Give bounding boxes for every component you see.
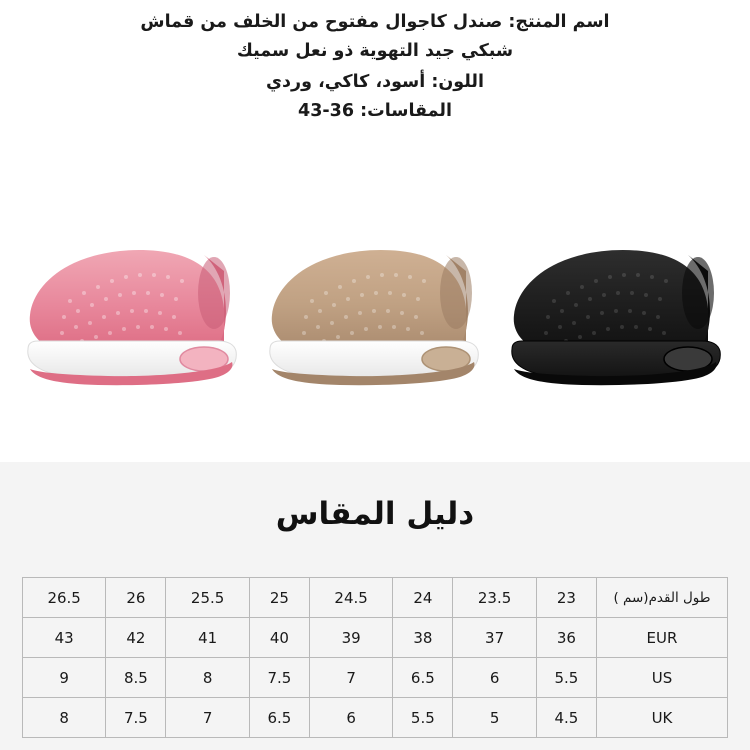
size-guide-table bbox=[22, 577, 728, 738]
cell-eur-3: 40 bbox=[249, 618, 309, 658]
product-image-pink bbox=[18, 231, 248, 391]
cell-foot-length-1: 26 bbox=[106, 578, 166, 618]
black-shoe-illustration bbox=[502, 231, 732, 391]
cell-uk-2: 7 bbox=[166, 698, 249, 738]
cell-uk-7: 4.5 bbox=[536, 698, 596, 738]
cell-us-6: 6 bbox=[453, 658, 536, 698]
cell-uk-0: 8 bbox=[23, 698, 106, 738]
cell-us-1: 8.5 bbox=[106, 658, 166, 698]
cell-uk-4: 6 bbox=[309, 698, 392, 738]
cell-us-4: 7 bbox=[309, 658, 392, 698]
cell-eur-2: 41 bbox=[166, 618, 249, 658]
cell-foot-length-7: 23 bbox=[536, 578, 596, 618]
cell-us-7: 5.5 bbox=[536, 658, 596, 698]
product-description bbox=[0, 0, 750, 126]
description-line-3: اللون: أسود، كاكي، وردي bbox=[266, 72, 484, 92]
table-row bbox=[23, 578, 728, 618]
description-line-2: شبكي جيد التهوية ذو نعل سميك bbox=[236, 41, 514, 61]
cell-foot-length-3: 25 bbox=[249, 578, 309, 618]
cell-us-2: 8 bbox=[166, 658, 249, 698]
khaki-shoe-illustration bbox=[260, 231, 490, 391]
cell-eur-1: 42 bbox=[106, 618, 166, 658]
table-row bbox=[23, 698, 728, 738]
cell-foot-length-6: 23.5 bbox=[453, 578, 536, 618]
cell-foot-length-0: 26.5 bbox=[23, 578, 106, 618]
cell-uk-3: 6.5 bbox=[249, 698, 309, 738]
product-image-black bbox=[502, 231, 732, 391]
product-image-khaki bbox=[260, 231, 490, 391]
description-line-1: اسم المنتج: صندل كاجوال مفتوح من الخلف من قماش bbox=[140, 12, 610, 32]
cell-eur-5: 38 bbox=[393, 618, 453, 658]
size-guide-title: دليل المقاس bbox=[275, 496, 475, 532]
cell-uk-6: 5 bbox=[453, 698, 536, 738]
row-label-foot-length: طول القدم(سم ) bbox=[597, 578, 728, 618]
cell-foot-length-5: 24 bbox=[393, 578, 453, 618]
cell-uk-1: 7.5 bbox=[106, 698, 166, 738]
cell-eur-4: 39 bbox=[309, 618, 392, 658]
table-row bbox=[23, 618, 728, 658]
cell-uk-5: 5.5 bbox=[393, 698, 453, 738]
row-label-us: US bbox=[597, 658, 728, 698]
cell-eur-6: 37 bbox=[453, 618, 536, 658]
product-image-strip bbox=[0, 164, 750, 409]
cell-us-0: 9 bbox=[23, 658, 106, 698]
cell-eur-0: 43 bbox=[23, 618, 106, 658]
cell-eur-7: 36 bbox=[536, 618, 596, 658]
row-label-eur: EUR bbox=[597, 618, 728, 658]
table-row bbox=[23, 658, 728, 698]
description-line-4: المقاسات: 36-43 bbox=[298, 101, 452, 121]
pink-shoe-illustration bbox=[18, 231, 248, 391]
size-guide-section bbox=[0, 462, 750, 750]
row-label-uk: UK bbox=[597, 698, 728, 738]
cell-us-3: 7.5 bbox=[249, 658, 309, 698]
cell-foot-length-4: 24.5 bbox=[309, 578, 392, 618]
cell-us-5: 6.5 bbox=[393, 658, 453, 698]
cell-foot-length-2: 25.5 bbox=[166, 578, 249, 618]
